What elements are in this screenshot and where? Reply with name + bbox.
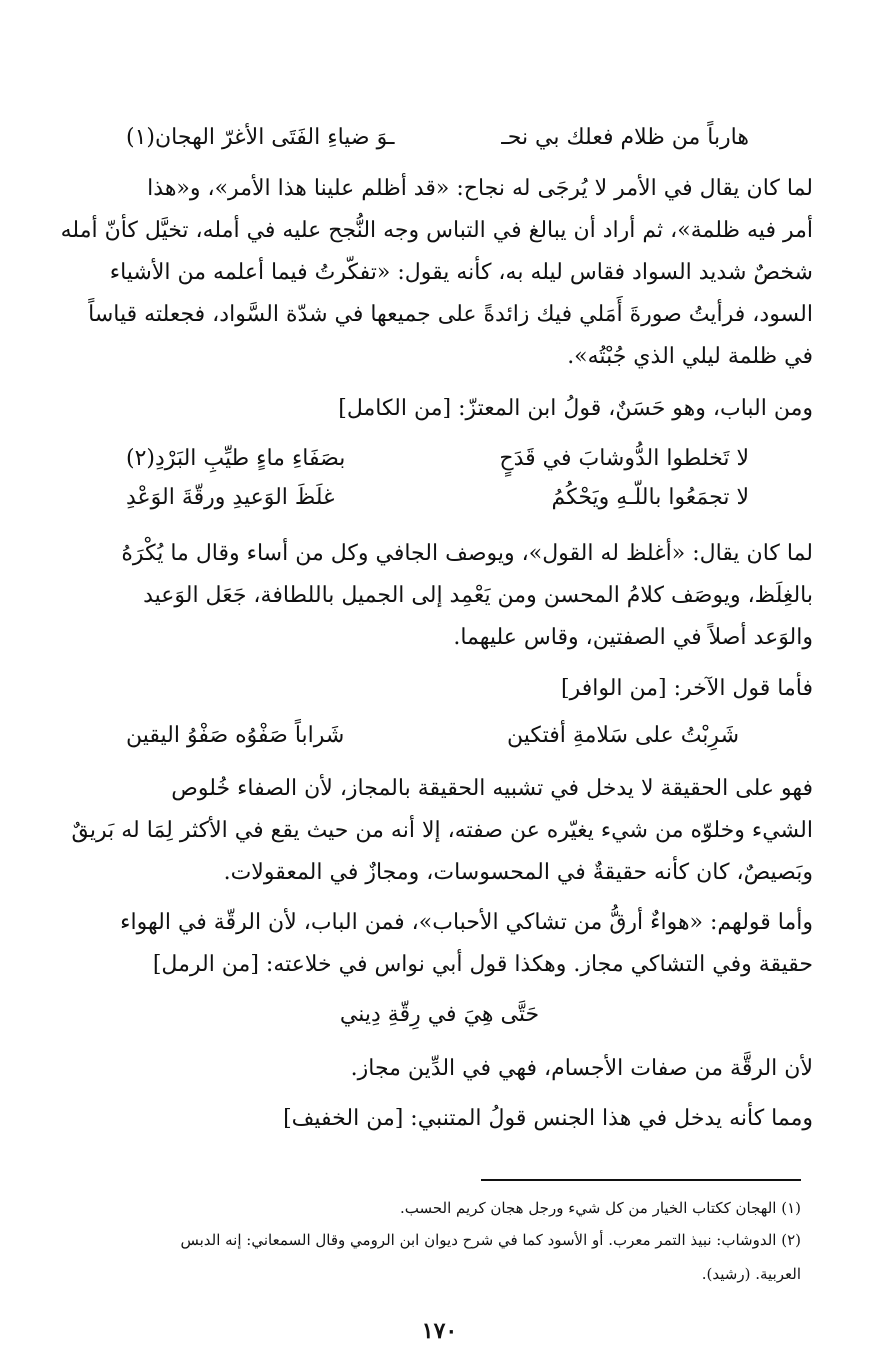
paragraph-line: حقيقة وفي التشاكي مجاز. وهكذا قول أبي نواس في خلاعته: [من الرمل] [152, 952, 813, 977]
paragraph-line: ومما كأنه يدخل في هذا الجنس قولُ المتنبي: [من الخفيف] [283, 1106, 813, 1131]
paragraph-1 [58, 168, 813, 378]
paragraph-3 [58, 768, 813, 894]
paragraph-line: وأما قولهم: «هواءٌ أرقُّ من تشاكي الأحباب»، فمن الباب، لأن الرقّة في الهواء [120, 910, 813, 935]
verse4: حَتَّى هِيَ في رِقّةِ دِيني [339, 1002, 540, 1027]
paragraph-line: والوَعد أصلاً في الصفتين، وقاس عليهما. [453, 625, 813, 650]
footnote-1: (١) الهجان ككتاب الخيار من كل شيء ورجل هجان كريم الحسب. [399, 1199, 801, 1217]
verse1-hemistich-right: هارباً من ظلام فعلك بي نحـ [501, 125, 749, 150]
verse3-hemistich-right: شَرِبْتُ على سَلامةِ أفتكين [507, 723, 739, 748]
paragraph-line: وبَصيصٌ، كان كأنه حقيقةٌ في المحسوسات، ومجازٌ في المعقولات. [223, 860, 813, 885]
paragraph-line: الشيء وخلوّه من شيء يغيّره عن صفته، إلا أنه من حيث يقع في الأكثر لِمَا له بَريقٌ [71, 818, 813, 843]
verse2-intro [58, 388, 813, 430]
paragraph-line: في ظلمة ليلي الذي جُبْتُه». [567, 344, 813, 369]
intro-line: ومن الباب، وهو حَسَنٌ، قولُ ابن المعتزّ: [من الكامل] [338, 396, 813, 421]
paragraph-line: بالغِلَظ، ويوصَف كلامُ المحسن ومن يَعْمِد إلى الجميل باللطافة، جَعَل الوَعيد [143, 583, 813, 608]
footnote-2: (٢) الدوشاب: نبيذ التمر معرب. أو الأسود كما في شرح ديوان ابن الرومي وقال السمعاني: إنه الدبس [180, 1231, 801, 1249]
paragraph-line: لما كان يقال: «أغلظ له القول»، ويوصف الجافي وكل من أساء وقال ما يُكْرَهُ [121, 541, 813, 566]
intro-line: فأما قول الآخر: [من الوافر] [560, 676, 813, 701]
paragraph-line: السود، فرأيتُ صورةَ أَمَلي فيك زائدةً على جميعها في شدّة السَّواد، فجعلته قياساً [88, 302, 813, 327]
verse3-intro [58, 668, 813, 710]
verse3-hemistich-left: شَراباً صَفْوُه صَفْوُ اليقين [126, 723, 345, 748]
verse2-line1-right: لا تَخلطوا الدُّوشابَ في قَدَحٍ [499, 446, 749, 471]
paragraph-line: لما كان يقال في الأمر لا يُرجَى له نجاح: «قد أظلم علينا هذا الأمر»، و«هذا [147, 176, 813, 201]
paragraph-2 [58, 533, 813, 659]
paragraph-line: أمر فيه ظلمة»، ثم أراد أن يبالغ في التباس وجه النُّجح عليه في أمله، تخيَّل كأنّ أمله [60, 218, 813, 243]
footnote-rule [481, 1179, 801, 1181]
paragraph-5 [58, 1048, 813, 1090]
verse2-line2-right: لا تجمَعُوا باللّـهِ ويَحْكُمُ [551, 485, 749, 510]
paragraph-line: شخصٌ شديد السواد فقاس ليله به، كأنه يقول: «تفكّرتُ فيما أعلمه من الأشياء [109, 260, 813, 285]
paragraph-4 [58, 902, 813, 986]
paragraph-line: لأن الرقَّة من صفات الأجسام، فهي في الدِّين مجاز. [350, 1056, 813, 1081]
verse1-hemistich-left: ـوَ ضياءِ الفَتَى الأغرّ الهجان(١) [126, 125, 395, 150]
paragraph-6 [58, 1098, 813, 1140]
page-number: ١٧٠ [421, 1318, 458, 1344]
paragraph-line: فهو على الحقيقة لا يدخل في تشبيه الحقيقة بالمجاز، لأن الصفاء خُلوص [171, 776, 813, 801]
footnote-2-continued: العربية. (رشيد). [701, 1265, 801, 1283]
verse2-line1-left: بصَفَاءِ ماءٍ طيِّبِ البَرْدِ(٢) [126, 446, 346, 471]
verse2-line2-left: غلَظَ الوَعيدِ ورقّةَ الوَعْدِ [126, 485, 335, 510]
